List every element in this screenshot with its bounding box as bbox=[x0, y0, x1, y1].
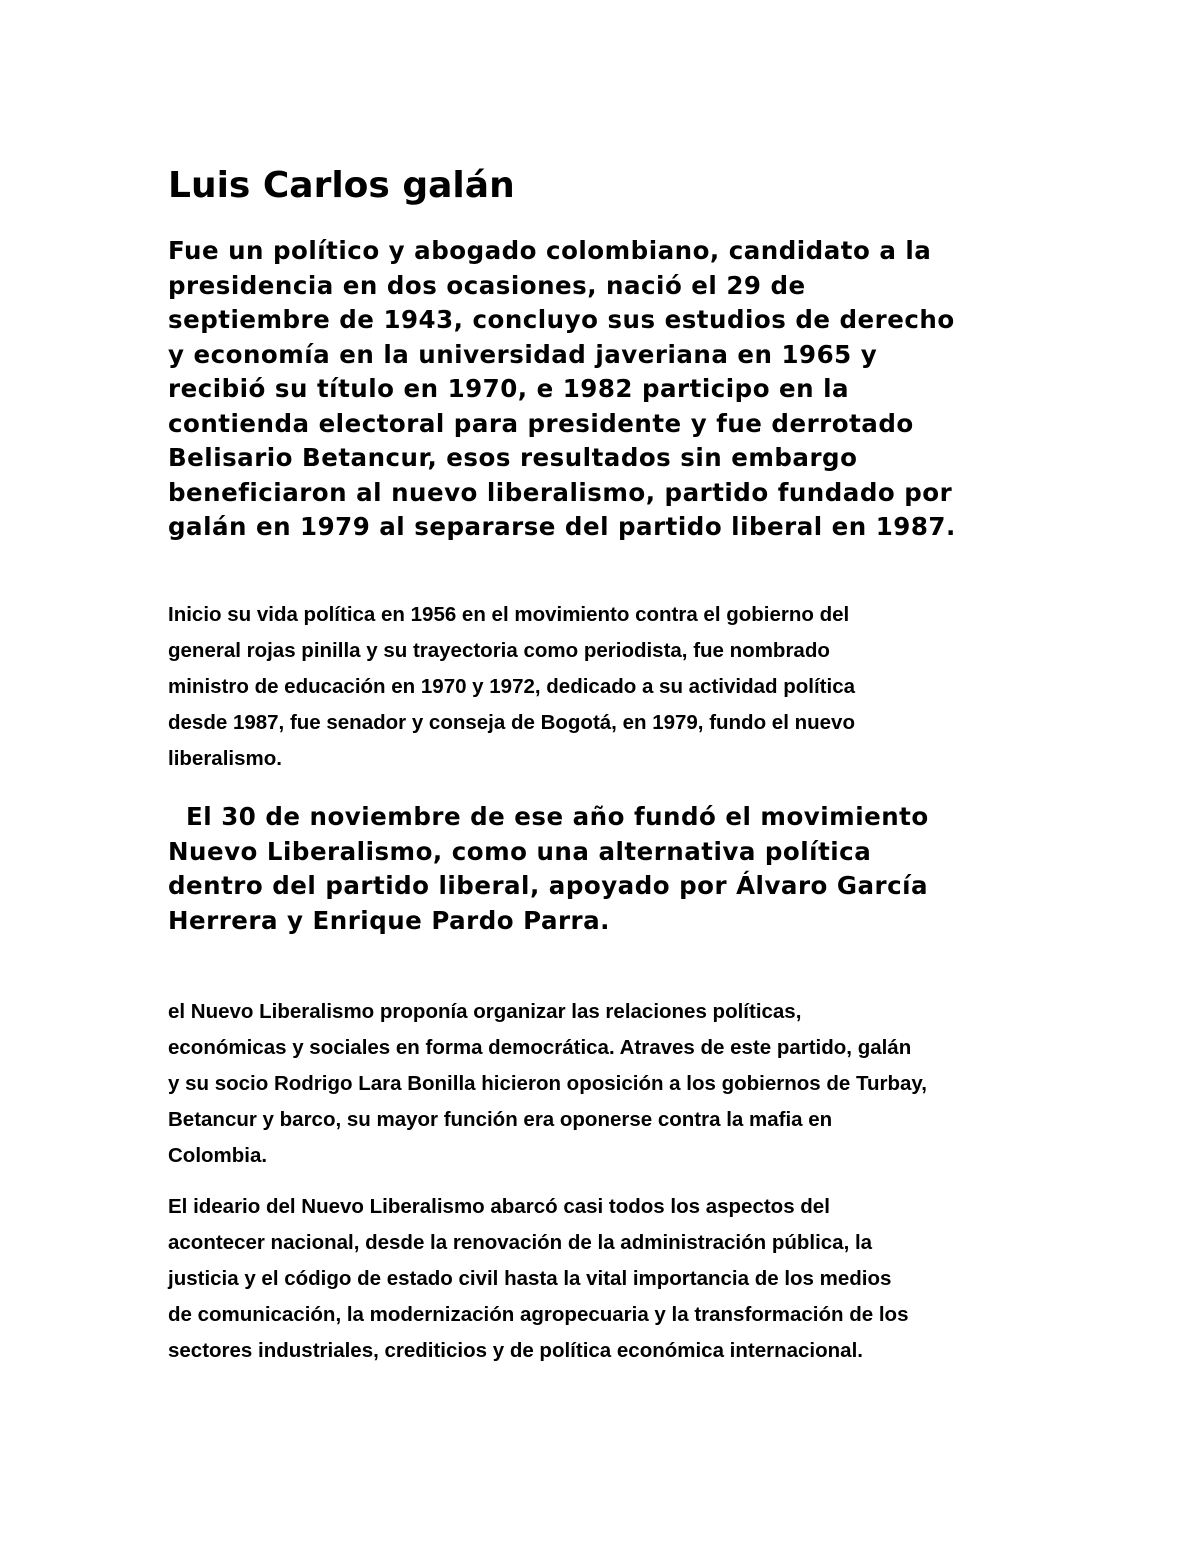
text-line: liberalismo. bbox=[168, 747, 282, 770]
paragraph-new-liberalism-goals bbox=[168, 994, 1038, 1174]
text-line: sectores industriales, crediticios y de política económica internacional. bbox=[168, 1339, 863, 1362]
paragraph-ideology bbox=[168, 1189, 1038, 1369]
text-line: acontecer nacional, desde la renovación de la administración pública, la bbox=[168, 1231, 873, 1254]
text-line: El ideario del Nuevo Liberalismo abarcó casi todos los aspectos del bbox=[168, 1195, 830, 1218]
paragraph-biography bbox=[168, 234, 1038, 545]
paragraph-movement-founding bbox=[168, 800, 1038, 938]
text-line: y su socio Rodrigo Lara Bonilla hicieron oposición a los gobiernos de Turbay, bbox=[168, 1072, 927, 1095]
text-line: y economía en la universidad javeriana en 1965 y bbox=[168, 339, 878, 369]
paragraph-political-career bbox=[168, 597, 1038, 777]
text-line: El 30 de noviembre de ese año fundó el movimiento bbox=[168, 802, 929, 831]
text-line: el Nuevo Liberalismo proponía organizar las relaciones políticas, bbox=[168, 1000, 802, 1023]
document-title: Luis Carlos galán bbox=[168, 165, 515, 206]
text-line: dentro del partido liberal, apoyado por Álvaro García bbox=[168, 871, 929, 900]
text-line: desde 1987, fue senador y conseja de Bogotá, en 1979, fundo el nuevo bbox=[168, 711, 855, 734]
text-line: Colombia. bbox=[168, 1144, 268, 1167]
text-line: general rojas pinilla y su trayectoria como periodista, fue nombrado bbox=[168, 639, 830, 662]
text-line: Fue un político y abogado colombiano, candidato a la bbox=[168, 236, 932, 265]
text-line: septiembre de 1943, concluyo sus estudios de derecho bbox=[168, 305, 955, 334]
text-line: Herrera y Enrique Pardo Parra. bbox=[168, 905, 610, 935]
text-line: de comunicación, la modernización agropecuaria y la transformación de los bbox=[168, 1303, 909, 1326]
text-line: Belisario Betancur, esos resultados sin embargo bbox=[168, 443, 858, 472]
text-line: contienda electoral para presidente y fue derrotado bbox=[168, 408, 914, 438]
text-line: presidencia en dos ocasiones, nació el 29 de bbox=[168, 270, 806, 300]
text-line: justicia y el código de estado civil hasta la vital importancia de los medios bbox=[168, 1267, 892, 1290]
text-line: Betancur y barco, su mayor función era oponerse contra la mafia en bbox=[168, 1108, 833, 1131]
text-line: galán en 1979 al separarse del partido liberal en 1987. bbox=[168, 512, 956, 541]
text-line: recibió su título en 1970, e 1982 participo en la bbox=[168, 374, 850, 403]
text-line: ministro de educación en 1970 y 1972, dedicado a su actividad política bbox=[168, 675, 856, 698]
text-line: Nuevo Liberalismo, como una alternativa política bbox=[168, 836, 872, 866]
text-line: beneficiaron al nuevo liberalismo, partido fundado por bbox=[168, 477, 953, 507]
text-line: Inicio su vida política en 1956 en el movimiento contra el gobierno del bbox=[168, 603, 850, 626]
text-line: económicas y sociales en forma democrática. Atraves de este partido, galán bbox=[168, 1036, 912, 1059]
